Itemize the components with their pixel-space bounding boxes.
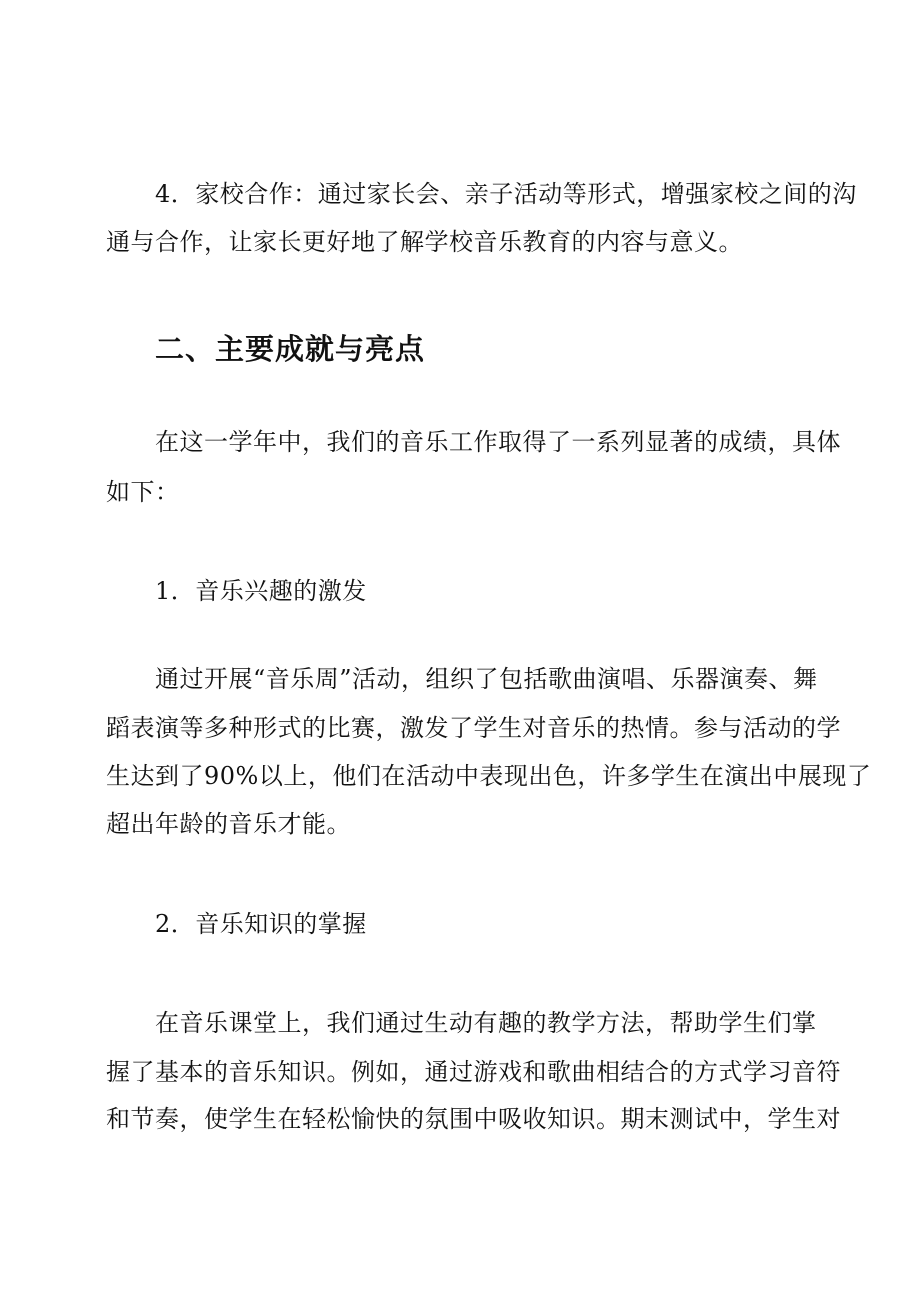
- item1-line-3: 生达到了90%以上，他们在活动中表现出色，许多学生在演出中展现了: [106, 762, 872, 790]
- intro-line-2: 如下：: [106, 478, 180, 506]
- item1-title: 1．音乐兴趣的激发: [155, 577, 367, 605]
- section4-line-1: 4．家校合作：通过家长会、亲子活动等形式，增强家校之间的沟: [155, 180, 857, 208]
- item1-line-2: 蹈表演等多种形式的比赛，激发了学生对音乐的热情。参与活动的学: [106, 714, 841, 742]
- item2-line-2: 握了基本的音乐知识。例如，通过游戏和歌曲相结合的方式学习音符: [106, 1058, 841, 1086]
- item1-line-4: 超出年龄的音乐才能。: [106, 810, 351, 838]
- item1-line-1: 通过开展“音乐周”活动，组织了包括歌曲演唱、乐器演奏、舞: [155, 665, 818, 693]
- item2-title: 2．音乐知识的掌握: [155, 910, 367, 938]
- section4-line-2: 通与合作，让家长更好地了解学校音乐教育的内容与意义。: [106, 228, 743, 256]
- section-heading-achievements: 二、主要成就与亮点: [155, 332, 426, 366]
- item2-line-1: 在音乐课堂上，我们通过生动有趣的教学方法，帮助学生们掌: [155, 1009, 817, 1037]
- intro-line-1: 在这一学年中，我们的音乐工作取得了一系列显著的成绩，具体: [155, 428, 841, 456]
- item2-line-3: 和节奏，使学生在轻松愉快的氛围中吸收知识。期末测试中，学生对: [106, 1105, 841, 1133]
